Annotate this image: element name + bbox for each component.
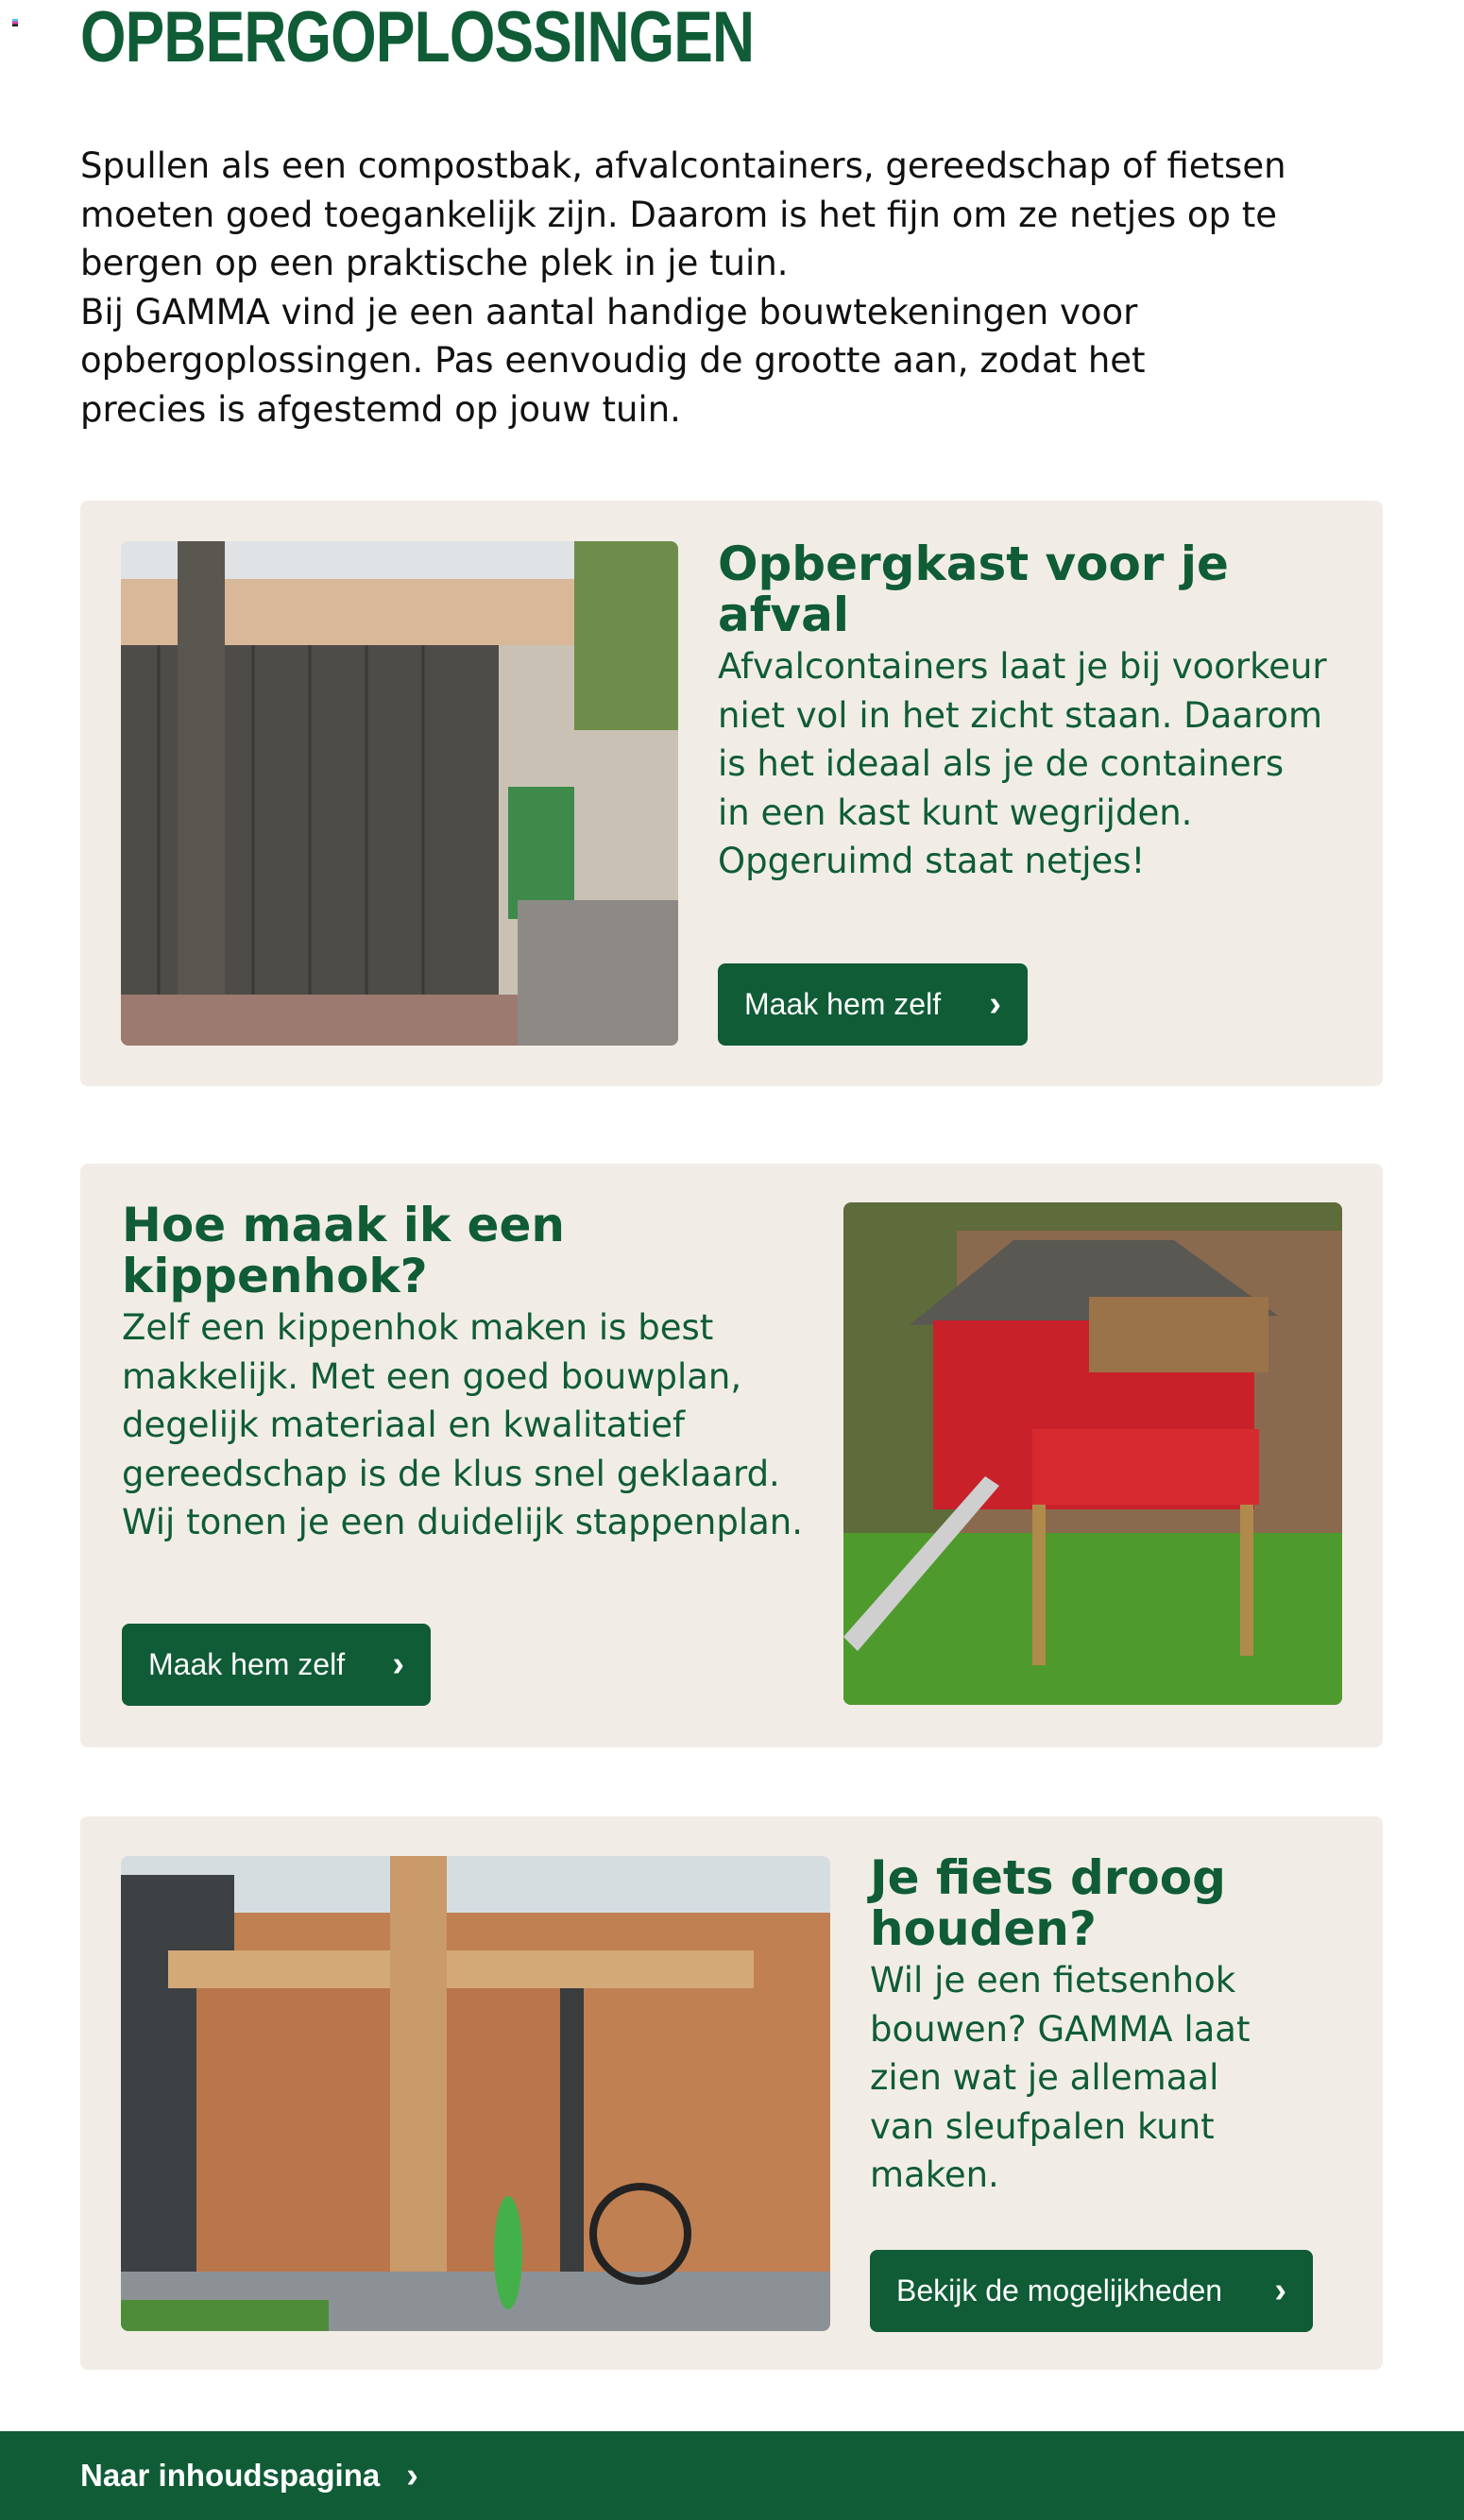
intro-line: bergen op een praktische plek in je tuin. [80,243,789,283]
intro-line: Bij GAMMA vind je een aantal handige bouwtekeningen voor [80,291,1138,332]
card-text [122,1200,859,1547]
card-waste-cabinet [80,501,1383,1086]
chevron-right-icon: › [392,1644,404,1684]
chevron-right-icon: › [406,2455,418,2495]
button-label: Maak hem zelf [148,1647,346,1681]
card-text [870,1852,1361,2200]
chicken-coop-image [843,1202,1342,1705]
color-marker-icon [12,19,18,26]
waste-cabinet-image [121,541,678,1046]
card-text [718,538,1360,886]
card-body: Zelf een kippenhok maken is best makkelijk. Met een goed bouwplan, degelijk materiaal en kwalitatief gereedschap is de klus snel geklaard. Wij tonen je een duidelijk stappenplan. [122,1307,803,1542]
button-label: Bekijk de mogelijkheden [896,2273,1223,2307]
card-body: Afvalcontainers laat je bij voorkeur niet vol in het zicht staan. Daarom is het ideaal als je de containers in een kast kunt wegrijden. Opgeruimd staat netjes! [718,646,1327,881]
intro-line: Spullen als een compostbak, afvalcontainers, gereedschap of fietsen [80,145,1286,186]
card-chicken-coop [80,1164,1383,1747]
card-body: Wil je een fietsenhok bouwen? GAMMA laat zien wat je allemaal van sleufpalen kunt maken. [870,1960,1251,2195]
intro-text [80,142,1355,434]
intro-line: opbergoplossingen. Pas eenvoudig de grootte aan, zodat het [80,340,1146,381]
card-title: Opbergkast voor je afval [718,536,1229,642]
intro-line: moeten goed toegankelijk zijn. Daarom is het fijn om ze netjes op te [80,194,1278,235]
chevron-right-icon: › [1274,2271,1286,2310]
card-title: Hoe maak ik een kippenhok? [122,1198,565,1303]
footer-link-label: Naar inhoudspagina [80,2458,381,2493]
page-title: OPBERGOPLOSSINGEN [80,0,755,77]
card-title: Je fiets droog houden? [870,1850,1226,1956]
button-label: Maak hem zelf [744,987,942,1021]
card-bike-shed [80,1816,1383,2370]
view-possibilities-button[interactable] [870,2250,1313,2332]
make-it-yourself-button[interactable] [122,1624,431,1706]
bike-shed-image [121,1856,830,2331]
make-it-yourself-button[interactable] [718,963,1028,1046]
chevron-right-icon: › [989,984,1001,1024]
intro-line: precies is afgestemd op jouw tuin. [80,388,681,430]
table-of-contents-link[interactable] [0,2431,1464,2520]
